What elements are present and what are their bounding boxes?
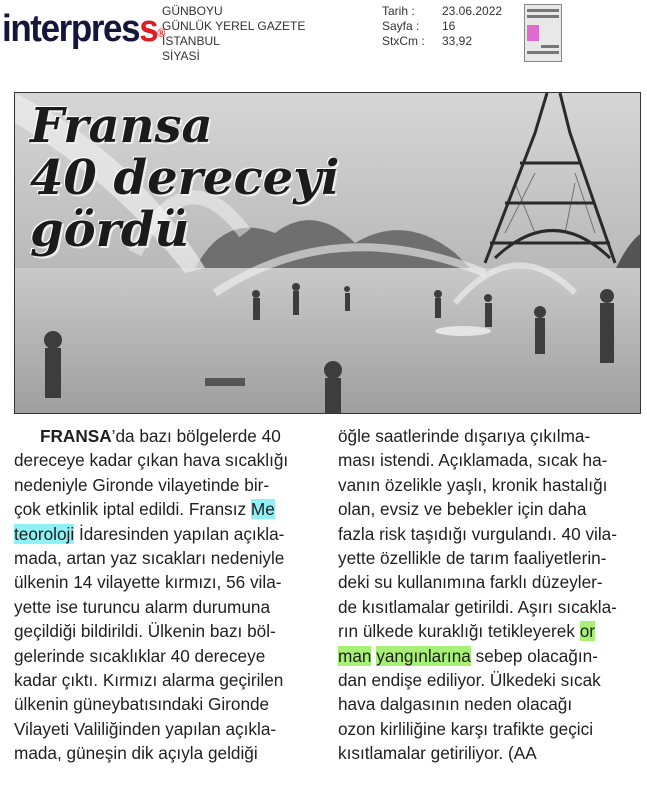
field-value: 33,92 xyxy=(442,34,473,48)
article-line: fazla risk taşıdığı vurgulandı. 40 vila- xyxy=(338,523,617,544)
article-column-left xyxy=(14,424,319,766)
article-line: ülkenin güneybatısındaki Gironde xyxy=(14,694,270,715)
article-line: yette ise turuncu alarm durumuna xyxy=(14,596,271,617)
field-value: 16 xyxy=(442,19,456,33)
article-line: deki su kullanımına farklı düzeyler- xyxy=(338,572,603,593)
article-line: olan, evsiz ve bebekler için daha xyxy=(338,499,587,520)
logo-text: interpres xyxy=(2,8,140,50)
clipping-header xyxy=(0,0,647,88)
keyword-highlight: man xyxy=(338,645,372,666)
publication-line: SİYASİ xyxy=(162,49,200,63)
article-line: öğle saatlerinde dışarıya çıkılma- xyxy=(338,426,591,446)
article-line: hava dalgasının neden olacağı xyxy=(338,694,573,715)
article-line: çok etkinlik iptal edildi. Fransız Me xyxy=(14,499,275,520)
keyword-highlight: or xyxy=(579,621,595,642)
article-line: dereceye kadar çıkan hava sıcaklığı xyxy=(14,450,289,471)
page-thumbnail[interactable] xyxy=(524,4,562,62)
article-line: Vilayeti Valiliğinden yapılan açıkla- xyxy=(14,718,277,739)
article-line: ülkenin 14 vilayette kırmızı, 56 vila- xyxy=(14,572,282,593)
headline-line: 40 dereceyi xyxy=(30,150,340,206)
field-value: 23.06.2022 xyxy=(442,4,503,18)
article-line: kısıtlamalar getiriliyor. (AA xyxy=(338,743,537,764)
field-row xyxy=(382,34,522,49)
article-column-right xyxy=(338,424,643,766)
field-row xyxy=(382,19,522,34)
article-line: ması istendi. Açıklamada, sıcak ha- xyxy=(338,450,608,471)
field-key: Sayfa : xyxy=(382,19,420,33)
keyword-highlight: yangınlarına xyxy=(376,645,471,666)
publication-line: GÜNLÜK YEREL GAZETE xyxy=(162,19,306,33)
interpress-logo xyxy=(2,6,164,52)
article-line: nedeniyle Gironde vilayetinde bir- xyxy=(14,474,270,495)
logo-accent-letter: s xyxy=(139,8,158,50)
article-line: dan endişe ediliyor. Ülkedeki sıcak xyxy=(338,670,601,691)
article-line: mada, artan yaz sıcakları nedeniyle xyxy=(14,548,285,569)
article-line: mada, güneşin dik açıyla geldiği xyxy=(14,743,258,764)
headline-line: gördü xyxy=(30,202,190,258)
clipping-fields xyxy=(382,4,522,49)
registered-mark: ® xyxy=(157,26,165,40)
article-line: geçildiği bildirildi. Ülkenin bazı böl- xyxy=(14,621,276,642)
article-line: yette özellikle de tarım faaliyetlerin- xyxy=(338,548,607,569)
article-line: de kısıtlamalar getirildi. Aşırı sıcakla- xyxy=(338,596,617,617)
article-line: FRANSA’da bazı bölgelerde 40 xyxy=(40,426,281,446)
article-line: kadar çıktı. Kırmızı alarma geçirilen xyxy=(14,670,284,691)
article-line: vanın özelikle yaşlı, kronik hastalığı xyxy=(338,474,608,495)
field-key: Tarih : xyxy=(382,4,415,18)
publication-line: GÜNBOYU xyxy=(162,4,223,18)
article-line: teoroloji İdaresinden yapılan açıkla- xyxy=(14,523,285,544)
field-key: StxCm : xyxy=(382,34,425,48)
publication-line: İSTANBUL xyxy=(162,34,220,48)
keyword-highlight: Me xyxy=(250,499,275,520)
keyword-highlight: teoroloji xyxy=(14,523,75,544)
dateline: FRANSA xyxy=(40,426,112,446)
article-line: rın ülkede kuraklığı tetikleyerek or xyxy=(338,621,595,642)
publication-info xyxy=(162,4,305,64)
field-row xyxy=(382,4,522,19)
article-line: man yangınlarına sebep olacağın- xyxy=(338,645,598,666)
article-line: gelerinde sıcaklıklar 40 dereceye xyxy=(14,645,266,666)
article-line: ozon kirliliğine karşı trafikte geçici xyxy=(338,718,594,739)
headline xyxy=(30,100,339,256)
headline-line: Fransa xyxy=(30,98,213,154)
